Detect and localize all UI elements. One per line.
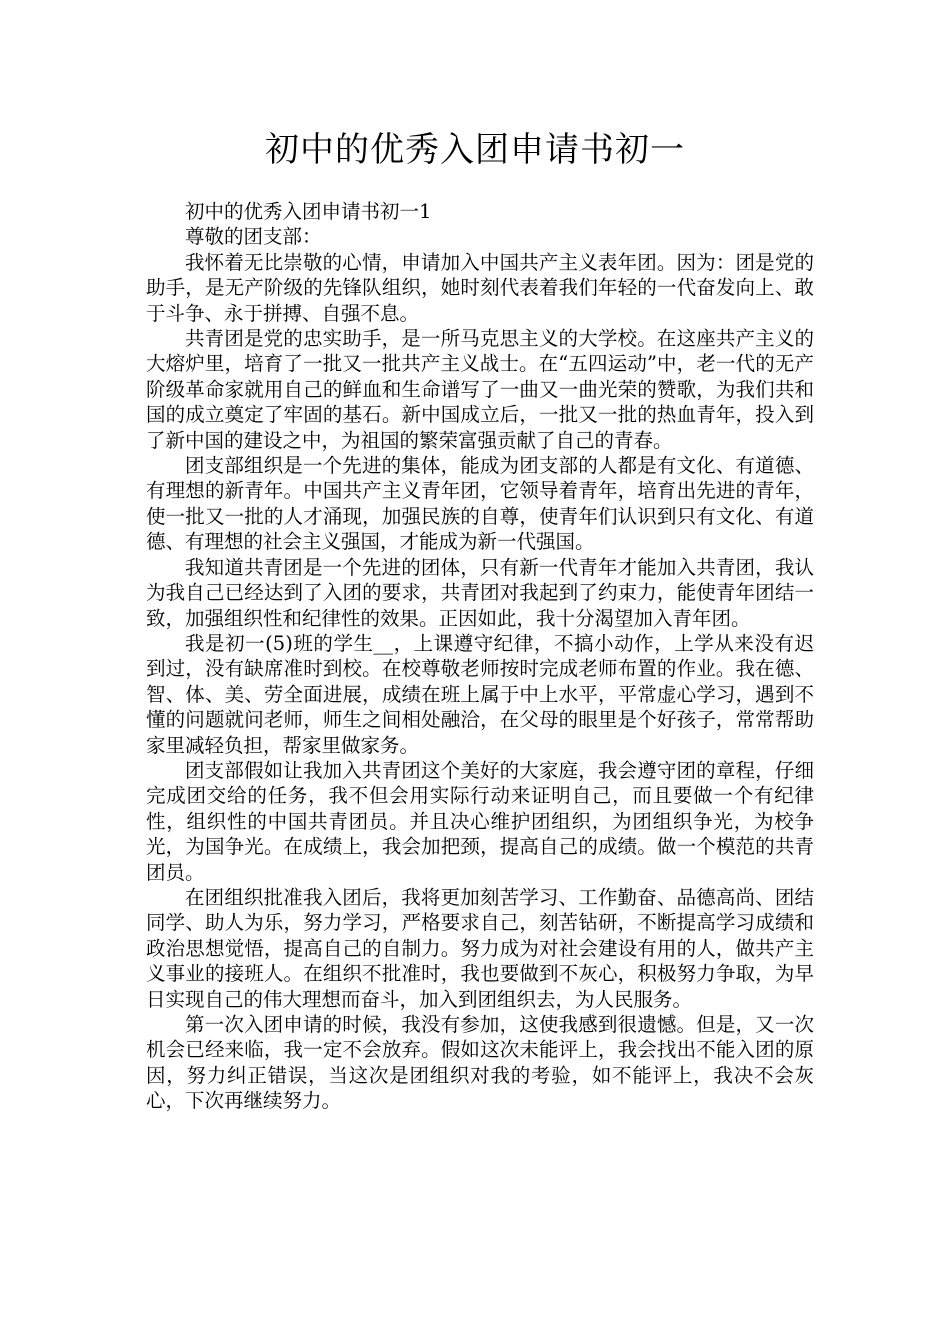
paragraph: 团支部组织是一个先进的集体，能成为团支部的人都是有文化、有道德、有理想的新青年。中国共产主义青年团，它领导着青年，培育出先进的青年，使一批又一批的人才涌现，加强民族的自尊，使青年们认识到只有文化、有道德、有理想的社会主义强国，才能成为新一代强国。	[146, 454, 814, 554]
paragraph: 我是初一(5)班的学生__，上课遵守纪律，不搞小动作，上学从来没有迟到过，没有缺席准时到校。在校尊敬老师按时完成老师布置的作业。我在德、智、体、美、劳全面进展，成绩在班上属于中上水平，平常虚心学习，遇到不懂的问题就问老师，师生之间相处融洽，在父母的眼里是个好孩子，常常帮助家里减轻负担，帮家里做家务。	[146, 631, 814, 757]
paragraph: 在团组织批准我入团后，我将更加刻苦学习、工作勤奋、品德高尚、团结同学、助人为乐，努力学习，严格要求自己，刻苦钻研，不断提高学习成绩和政治思想觉悟，提高自己的自制力。努力成为对社会建设有用的人，做共产主义事业的接班人。在组织不批准时，我也要做到不灰心，积极努力争取，为早日实现自己的伟大理想而奋斗，加入到团组织去，为人民服务。	[146, 885, 814, 1011]
document-body	[146, 199, 814, 1114]
paragraph: 我怀着无比崇敬的心情，申请加入中国共产主义表年团。因为：团是党的助手，是无产阶级的先锋队组织，她时刻代表着我们年轻的一代奋发向上、敢于斗争、永于拼搏、自强不息。	[146, 250, 814, 325]
paragraph: 我知道共青团是一个先进的团体，只有新一代青年才能加入共青团，我认为我自己已经达到了入团的要求，共青团对我起到了约束力，能使青年团结一致，加强组织性和纪律性的效果。正因如此，我十分渴望加入青年团。	[146, 555, 814, 630]
section-heading: 初中的优秀入团申请书初一1	[185, 200, 432, 223]
paragraph: 团支部假如让我加入共青团这个美好的大家庭，我会遵守团的章程，仔细完成团交给的任务，我不但会用实际行动来证明自己，而且要做一个有纪律性，组织性的中国共青团员。并且决心维护团组织，为团组织争光，为校争光，为国争光。在成绩上，我会加把颈，提高自己的成绩。做一个模范的共青团员。	[146, 758, 814, 884]
salutation: 尊敬的团支部：	[185, 225, 322, 249]
paragraph: 第一次入团申请的时候，我没有参加，这使我感到很遗憾。但是，又一次机会已经来临，我一定不会放弃。假如这次未能评上，我会找出不能入团的原因，努力纠正错误，当这次是团组织对我的考验，如不能评上，我决不会灰心，下次再继续努力。	[146, 1013, 814, 1113]
document-title: 初中的优秀入团申请书初一	[265, 130, 685, 170]
paragraph: 共青团是党的忠实助手，是一所马克思主义的大学校。在这座共产主义的大熔炉里，培育了一批又一批共产主义战士。在“五四运动”中，老一代的无产阶级革命家就用自己的鲜血和生命谱写了一曲又一曲光荣的赞歌，为我们共和国的成立奠定了牢固的基石。新中国成立后，一批又一批的热血青年，投入到了新中国的建设之中，为祖国的繁荣富强贡献了自己的青春。	[146, 327, 814, 452]
